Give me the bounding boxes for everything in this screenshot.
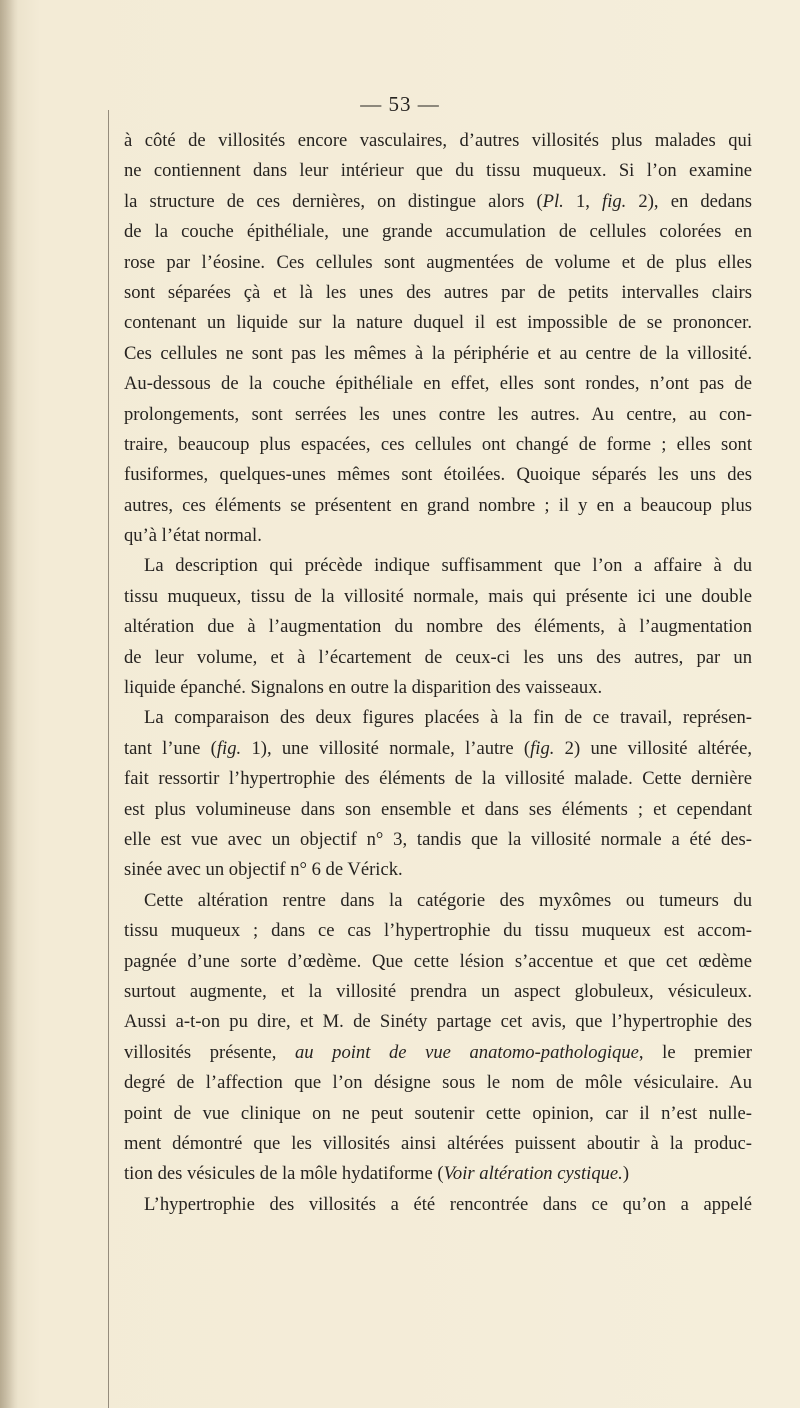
text-line: fait ressortir l’hypertrophie des éléments de la villosité malade. Cette dernière — [124, 768, 752, 790]
text-line: Cette altération rentre dans la catégorie des myxômes ou tumeurs du — [144, 889, 752, 911]
text-line: villosités présente, au point de vue anatomo-pathologique, le premier — [124, 1041, 752, 1063]
text-line: ne contiennent dans leur intérieur que du tissu muqueux. Si l’on examine — [124, 160, 752, 182]
text-line: altération due à l’augmentation du nombre des éléments, à l’augmentation — [124, 616, 752, 638]
text-line: liquide épanché. Signalons en outre la disparition des vaisseaux. — [124, 677, 603, 699]
text-line: à côté de villosités encore vasculaires, d’autres villosités plus malades qui — [124, 130, 752, 151]
text-line: sont séparées çà et là les unes des autres par de petits intervalles clairs — [124, 281, 752, 303]
text-line: de la couche épithéliale, une grande accumulation de cellules colorées en — [124, 221, 752, 243]
text-line: ment démontré que les villosités ainsi altérées puissent aboutir à la produc- — [124, 1132, 752, 1154]
text-line: de leur volume, et à l’écartement de ceux-ci les uns des autres, par un — [124, 646, 752, 668]
text-line: traire, beaucoup plus espacées, ces cellules ont changé de forme ; elles sont — [124, 433, 752, 455]
text-line: la structure de ces dernières, on distingue alors (Pl. 1, fig. 2), en dedans — [124, 190, 753, 212]
text-line: L’hypertrophie des villosités a été rencontrée dans ce qu’on a appelé — [144, 1193, 752, 1215]
text-line: rose par l’éosine. Ces cellules sont augmentées de volume et de plus elles — [124, 251, 752, 273]
gutter-shadow — [0, 0, 18, 1408]
text-line: degré de l’affection que l’on désigne sous le nom de môle vésiculaire. Au — [124, 1072, 752, 1094]
text-line: Au-dessous de la couche épithéliale en effet, elles sont rondes, n’ont pas de — [124, 373, 752, 395]
text-line: surtout augmente, et la villosité prendra un aspect globuleux, vésiculeux. — [124, 980, 752, 1002]
text-line: prolongements, sont serrées les unes contre les autres. Au centre, au con- — [124, 403, 752, 425]
text-line: Aussi a-t-on pu dire, et M. de Sinéty partage cet avis, que l’hypertrophie des — [124, 1011, 752, 1033]
text-line: pagnée d’une sorte d’œdème. Que cette lésion s’accentue et que cet œdème — [124, 950, 752, 972]
text-line: autres, ces éléments se présentent en grand nombre ; il y en a beaucoup plus — [124, 494, 752, 516]
text-line: sinée avec un objectif n° 6 de Vérick. — [124, 859, 403, 881]
text-line: contenant un liquide sur la nature duquel il est impossible de se prononcer. — [124, 312, 752, 334]
text-line: tion des vésicules de la môle hydatiforme (Voir altération cystique.) — [124, 1163, 630, 1185]
text-line: est plus volumineuse dans son ensemble et dans ses éléments ; et cependant — [124, 798, 752, 820]
text-line: elle est vue avec un objectif n° 3, tandis que la villosité normale a été des- — [124, 828, 752, 850]
text-line: point de vue clinique on ne peut soutenir cette opinion, car il n’est nulle- — [124, 1102, 752, 1124]
text-line: Ces cellules ne sont pas les mêmes à la périphérie et au centre de la villosité. — [124, 342, 752, 364]
text-line: fusiformes, quelques-unes mêmes sont étoilées. Quoique séparés les uns des — [124, 464, 752, 486]
text-line: tissu muqueux, tissu de la villosité normale, mais qui présente ici une double — [124, 585, 752, 607]
body-text — [124, 126, 752, 1220]
page-number: — 53 — — [360, 92, 440, 116]
text-line: tissu muqueux ; dans ce cas l’hypertrophie du tissu muqueux est accom- — [124, 920, 752, 942]
text-line: La description qui précède indique suffisamment que l’on a affaire à du — [144, 555, 752, 577]
text-line: tant l’une (fig. 1), une villosité normale, l’autre (fig. 2) une villosité altérée, — [124, 737, 752, 759]
binding-edge-line — [108, 110, 109, 1408]
text-line: La comparaison des deux figures placées à la fin de ce travail, représen- — [144, 707, 752, 729]
text-line: qu’à l’état normal. — [124, 525, 262, 547]
